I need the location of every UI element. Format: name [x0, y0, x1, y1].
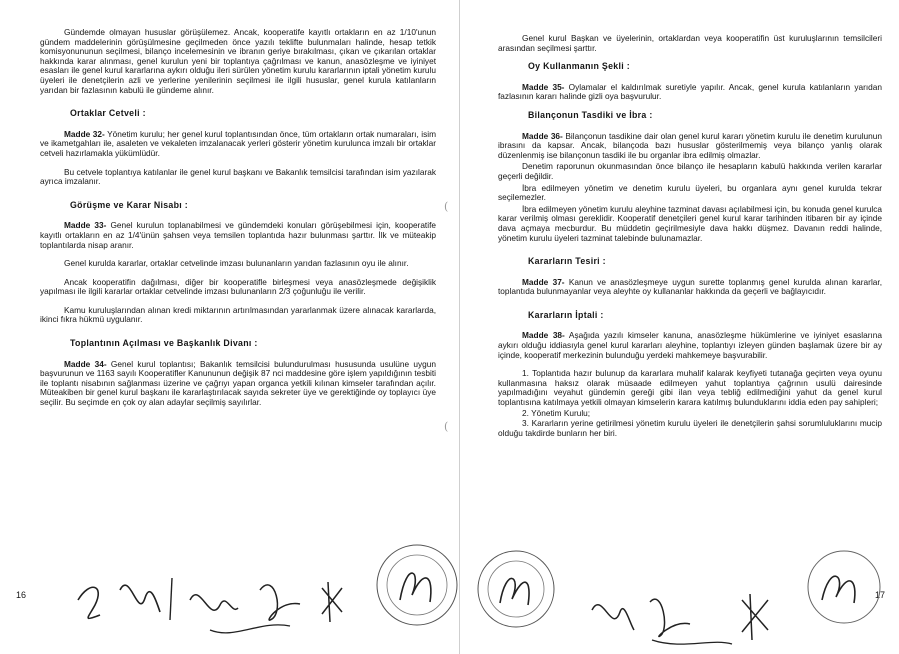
- heading-toplanti-acilmasi: Toplantının Açılması ve Başkanlık Divanı :: [70, 338, 258, 349]
- madde-36-label: Madde 36-: [522, 130, 563, 141]
- madde-33-paragraph-3: Ancak kooperatifin dağılması, diğer bir kooperatifle birleşmesi veya anasözleşmede değişiklik yapılması ile ilgili kararlar ortaklar cetvelinde imzası bulunanların 2/3 çoğunluğu ile verilir.: [40, 276, 436, 297]
- heading-kararlarin-iptali: Kararların İptali :: [528, 309, 604, 320]
- madde-33-paragraph-2: Genel kurulda kararlar, ortaklar cetvelinde imzası bulunanların yarıdan fazlasının oyu ile alınır.: [64, 258, 409, 269]
- left-text-column: [40, 28, 436, 417]
- round-stamp-right-corner: [792, 545, 892, 635]
- list-item: 2. Yönetim Kurulu;: [522, 407, 591, 418]
- madde-35-label: Madde 35-: [522, 81, 565, 92]
- madde-37: [498, 278, 882, 297]
- madde-37-label: Madde 37-: [522, 276, 565, 287]
- madde-36-paragraph-4: İbra edilmeyen yönetim kurulu aleyhine tazminat davası açılabilmesi için, bu konuda genel kurulca karar verilmiş olması gereklidir. Kooperatif denetçileri genel kurul karar tarihinden itibaren bir ay içinde dava açmaya mecburdur. Bu müddetin geçirilmesiyle dava hakkı düşmez. Davanın reddi halinde, yönetim kurulu üyeleri tazminat talebinde bulunamazlar.: [498, 203, 882, 243]
- madde-38-label: Madde 38-: [522, 330, 565, 341]
- madde-34-label: Madde 34-: [64, 358, 107, 369]
- heading-kararlarin-tesiri: Kararların Tesiri :: [528, 256, 606, 267]
- hole-punch-mark: (: [444, 420, 449, 433]
- handwritten-signatures-left: [60, 560, 360, 654]
- madde-36-paragraph-2: Denetim raporunun okunmasından önce bilanço ile hesapların kabulü hakkında verilen kararlar geçerli değildir.: [498, 161, 882, 181]
- heading-oy-kullanma: Oy Kullanmanın Şekli :: [528, 61, 630, 72]
- hole-punch-mark: (: [444, 200, 449, 213]
- madde-36-paragraph-3: İbra edilmeyen yönetim ve denetim kurulu üyeleri, bu organlara aynı genel kurulda tekrar seçilemezler.: [498, 182, 882, 203]
- heading-bilanco-tasdik: Bilançonun Tasdiki ve İbra :: [528, 109, 653, 120]
- round-stamp-left: [372, 540, 460, 630]
- madde-38-list: [498, 369, 882, 438]
- madde-35: [498, 83, 882, 102]
- madde-38-text: Aşağıda yazılı kimseler kanuna, anasözleşme hükümlerine ve iyiniyet esaslarına aykırı olduğu iddiasıyla genel kurul kararları aleyhine, toplantıyı izleyen günden başlamak üzere bir ay içinde, kooperatif merkezinin bulunduğu yerdeki mahkemeye başvurabilir.: [498, 330, 882, 360]
- intro-paragraph: Gündemde olmayan hususlar görüşülemez. Ancak, kooperatife kayıtlı ortakların en az 1/10'unun gündem maddelerinin görüşülmesine geçilmeden önce yazılı teklifte bulunmaları halinde, hesap tetkik komisyonununun seçilmesi, bilanço incelemesinin ve ibranın geriye bırakılması, çıkan ve çıkarılan ortaklar hakkında karar alınması, genel kurulun yeni bir toplantıya çağrılması ve kanun, anasözleşme ve iyiniyet esasları ile genel kurul kararlarına aykırı olduğu ileri sürülen yönetim kurulu kararlarının iptali yönetim kurulu üyeleri ile denetçilerin azli ve yerlerine yenilerinin seçilmesi ile ilgili hususlar, genel kurula katılanların yarıdan bir fazlasının kabulü ile gündeme alınır.: [40, 27, 436, 95]
- madde-37-text: Kanun ve anasözleşmeye uygun surette toplanmış genel kurulda alınan kararlar, toplantıda bulunmayanlar veya aleyhte oy kullananlar hakkında da geçerli ve bağlayıcıdır.: [498, 276, 883, 297]
- list-item: 3. Kararların yerine getirilmesi yönetim kurulu üyeleri ile denetçilerin şahsi sorumluluklarını mucip olduğu takdirde bunların her biri.: [498, 418, 882, 438]
- right-page: [462, 0, 899, 654]
- list-item: 1. Toplantıda hazır bulunup da kararlara muhalif kalarak keyfiyeti tutanağa geçirten veya oyunu kullanmasına haksız olarak müsaade edilmeyen yahut toplantıya çağrının usulü dairesinde yapılmadığını veyahut gündemin gereği gibi ilan veya tebliğ edilmediğini yahut da genel kurul toplantısına katılmaya yetkili olmayan kimselerin karara katılmış bulunduklarını iddia eden pay sahipleri;: [498, 368, 882, 408]
- page-number-left: 16: [16, 590, 27, 600]
- madde-36: [498, 132, 882, 161]
- madde-34-text: Genel kurul toplantısı; Bakanlık temsilcisi bulundurulması hususunda usulüne uygun başvurunun ve 1163 sayılı Kooperatifler Kanununun değişik 87 nci maddesine göre işlem yapıldığının tesbiti ile toplantı nisabının sağlanması üzerine ve çağrıyı yapan organca yetkili kılınan kimseler tarafından açılır. Müteakiben bir genel kurul başkanı ile kararlaştırılacak sayıda sekreter üye ve gerektiğinde oy toplayıcı üye seçilir. Bu seçimde en çok oy alan adaylar seçilmiş sayılırlar.: [40, 358, 437, 408]
- madde-33: [40, 221, 436, 250]
- heading-ortaklar-cetveli: Ortaklar Cetveli :: [70, 108, 146, 119]
- intro-paragraph: Genel kurul Başkan ve üyelerinin, ortaklardan veya kooperatifin üst kuruluşlarının temsilcileri arasından seçilmesi şarttır.: [498, 33, 882, 53]
- madde-35-text: Oylamalar el kaldırılmak suretiyle yapılır. Ancak, genel kurula katılanların yarıdan fazlasının kararı halinde gizli oya başvurulur.: [498, 81, 882, 102]
- madde-33-label: Madde 33-: [64, 220, 107, 231]
- madde-32: [40, 130, 436, 159]
- round-stamp-right: [472, 545, 560, 633]
- page-number-right: 17: [874, 590, 885, 600]
- right-text-column: [498, 34, 882, 439]
- madde-32-label: Madde 32-: [64, 128, 105, 139]
- madde-34: [40, 360, 436, 408]
- handwritten-signatures-right: [572, 580, 792, 654]
- madde-38: [498, 331, 882, 360]
- madde-36-text: Bilançonun tasdikine dair olan genel kurul kararı yönetim kurulu ile denetim kurulunun ibrasını da kapsar. Ancak, bilançoda bazı hususlar gösterilmemiş veya bilanço yanlış olarak düzenlenmiş ise bilançonun tasdiki ile bu organlar ibra edilmiş olmazlar.: [498, 130, 882, 160]
- madde-32-paragraph-2: Bu cetvele toplantıya katılanlar ile genel kurul başkanı ve Bakanlık temsilcisi tarafından isim yazılarak ayrıca imzalanır.: [40, 166, 436, 187]
- madde-33-text: Genel kurulun toplanabilmesi ve gündemdeki konuları görüşebilmesi için, kooperatife kayıtlı ortakların en az 1/4'ünün şahsen veya temsilen toplantıda hazır bulunması şarttır. İlk ve müteakip toplantılarda nisap aranır.: [40, 220, 436, 250]
- heading-gorusme-karar-nisabi: Görüşme ve Karar Nisabı :: [70, 199, 188, 210]
- madde-32-text: Yönetim kurulu; her genel kurul toplantısından önce, tüm ortakların ortak numaraları, isim ve ikametgahları ile, asaleten ve vekaleten imzalanacak yerleri gösterir yönetim kurulunca imzalı bir ortaklar cetveli hazırlamakla yükümlüdür.: [40, 128, 437, 158]
- madde-33-paragraph-4: Kamu kuruluşlarından alınan kredi miktarının artırılmasından yararlanmak üzere alınacak kararlarda, ikinci fıkra hükmü uygulanır.: [40, 304, 436, 325]
